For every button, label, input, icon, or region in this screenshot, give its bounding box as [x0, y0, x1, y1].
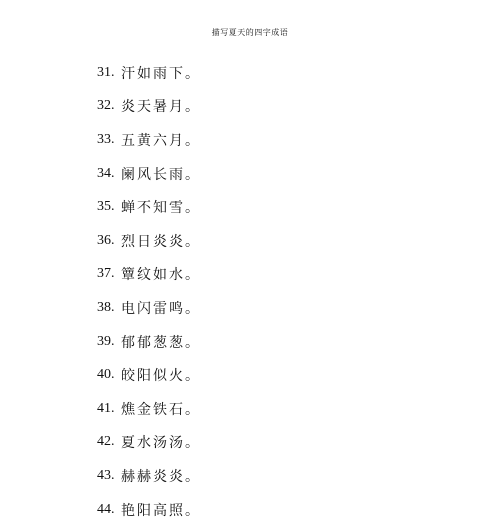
list-item — [97, 291, 201, 325]
list-item — [97, 258, 201, 292]
item-number: 40. — [97, 367, 115, 383]
item-number: 39. — [97, 333, 115, 349]
item-number: 36. — [97, 232, 115, 248]
list-item — [97, 325, 201, 359]
list-item — [97, 358, 201, 392]
list-item — [97, 123, 201, 157]
idiom-text: 皎阳似火。 — [121, 368, 201, 385]
item-number: 32. — [97, 98, 115, 114]
list-item — [97, 493, 201, 526]
idiom-text: 赫赫炎炎。 — [121, 468, 201, 485]
list-item — [97, 157, 201, 191]
item-number: 35. — [97, 199, 115, 215]
idiom-text: 烈日炎炎。 — [121, 233, 201, 250]
list-item — [97, 392, 201, 426]
idiom-text: 艳阳高照。 — [121, 502, 201, 519]
item-number: 34. — [97, 165, 115, 181]
list-item — [97, 56, 201, 90]
idiom-text: 电闪雷鸣。 — [121, 300, 201, 317]
idiom-text: 夏水汤汤。 — [121, 435, 201, 452]
list-item — [97, 224, 201, 258]
item-number: 33. — [97, 131, 115, 147]
idiom-text: 阑风长雨。 — [121, 166, 201, 183]
idiom-text: 炎天暑月。 — [121, 99, 201, 116]
item-number: 42. — [97, 434, 115, 450]
list-item — [97, 190, 201, 224]
item-number: 37. — [97, 266, 115, 282]
idiom-text: 簟纹如水。 — [121, 267, 201, 284]
idiom-text: 汗如雨下。 — [121, 65, 201, 82]
item-number: 43. — [97, 467, 115, 483]
list-item — [97, 426, 201, 460]
idiom-list — [97, 56, 201, 526]
item-number: 38. — [97, 299, 115, 315]
item-number: 41. — [97, 400, 115, 416]
list-item — [97, 90, 201, 124]
idiom-text: 蝉不知雪。 — [121, 200, 201, 217]
idiom-text: 郁郁葱葱。 — [121, 334, 201, 351]
page-title: 描写夏天的四字成语 — [211, 28, 289, 37]
item-number: 44. — [97, 501, 115, 517]
item-number: 31. — [97, 64, 115, 80]
idiom-text: 燋金铁石。 — [121, 401, 201, 418]
list-item — [97, 459, 201, 493]
idiom-text: 五黄六月。 — [121, 132, 201, 149]
